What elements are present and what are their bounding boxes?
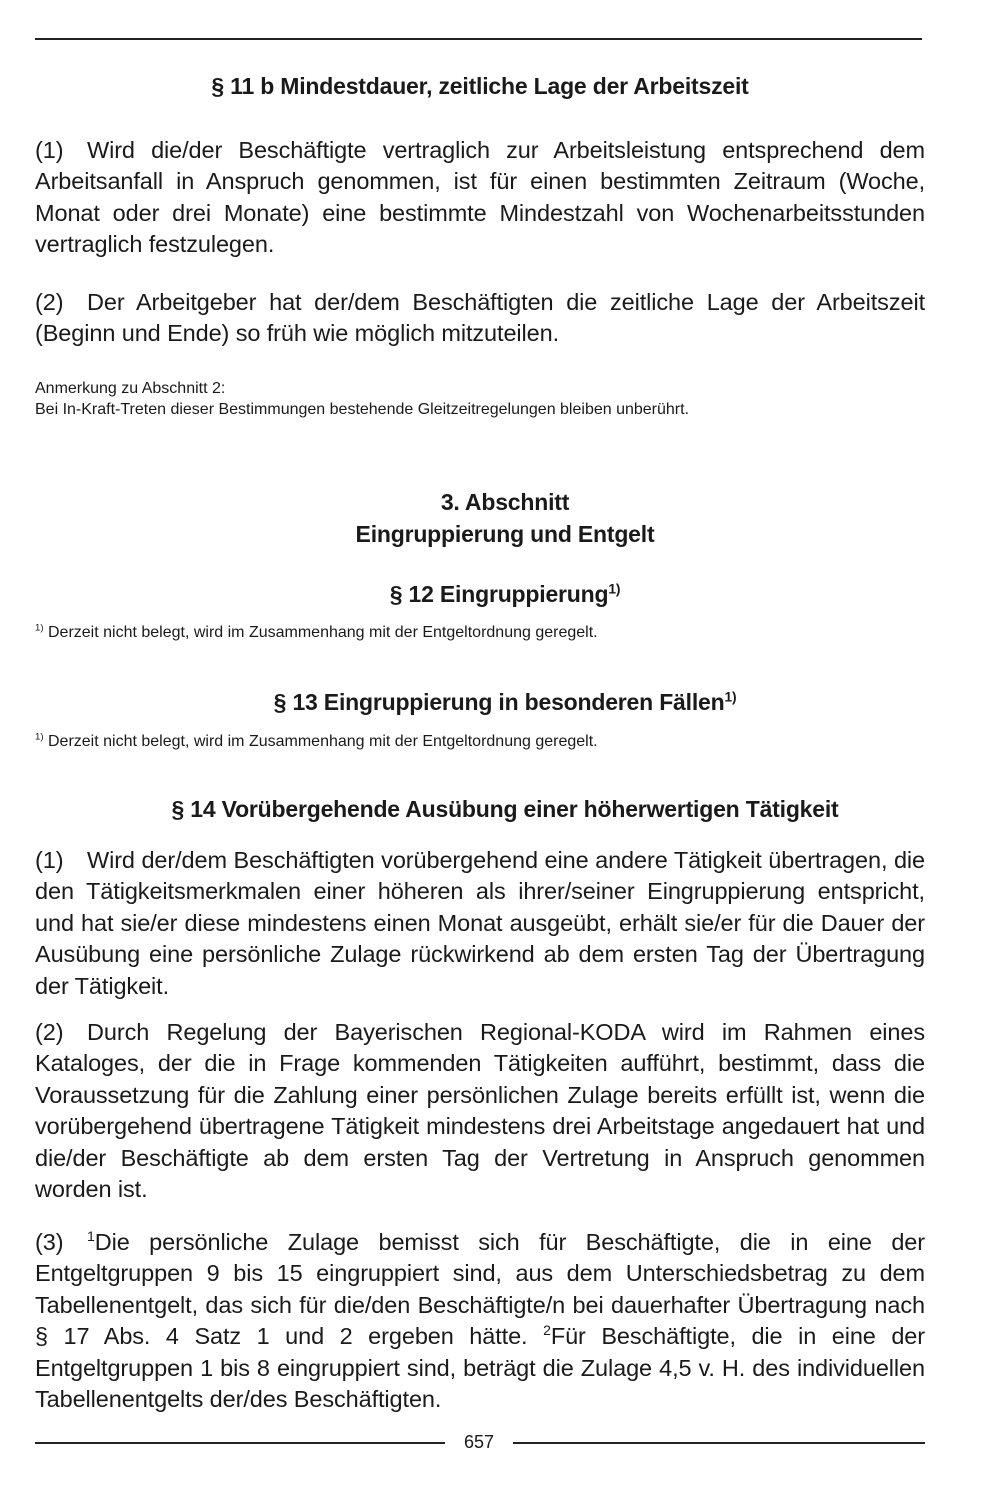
sentence-number: 1 [87,1228,95,1245]
chapter-number: 3. Abschnitt [440,489,570,515]
section-11b-note [35,378,925,420]
paragraph-text: Wird die/der Beschäftigte vertraglich zur Arbeitsleistung entsprechend dem Arbeitsanfall in Anspruch genommen, ist für einen bestimmten Zeitraum (Woche, Monat oder drei Monate) eine bestimmte Mindestzahl von Wochenarbeitsstunden vertraglich festzulegen. [35,137,925,258]
section-12-footnote [35,622,925,643]
chapter-title: Eingruppierung und Entgelt [355,521,655,547]
paragraph-text: Durch Regelung der Bayerischen Regional-KODA wird im Rahmen eines Kataloges, der die in Frage kommenden Tätigkeiten aufführt, bestimmt, dass die Voraussetzung für die Zahlung einer persönlichen Zulage bereits erfüllt ist, wenn die vorübergehend übertragene Tätigkeit mindestens drei Arbeitstage angedauert hat und die/der Beschäftigte ab dem ersten Tag der Vertretung in Anspruch genommen worden ist. [35,1019,925,1203]
footnote-text: Derzeit nicht belegt, wird im Zusammenhang mit der Entgeltordnung geregelt. [47,624,598,641]
paragraph-number: (1) [35,847,64,873]
footnote-text: Derzeit nicht belegt, wird im Zusammenhang mit der Entgeltordnung geregelt. [47,733,598,750]
paragraph-number: (2) [35,1019,64,1045]
footnote-ref: 1) [608,581,621,597]
sentence-number: 2 [543,1322,551,1339]
footnote-mark: 1) [35,731,44,743]
footer-rule-left [35,1442,445,1444]
footnote-mark: 1) [35,622,44,634]
section-13-footnote [35,731,925,752]
section-12-heading: § 12 Eingruppierung [389,581,609,607]
footnote-ref: 1) [724,689,737,705]
paragraph-number: (1) [35,137,64,163]
footer-rule-right [513,1442,925,1444]
paragraph-text: Die persönliche Zulage bemisst sich für Beschäftigte, die in eine der Entgeltgruppen 9 bis 15 eingruppiert sind, aus dem Unterschiedsbetrag zu dem Tabellenentgelt, das sich für die/den Beschäftigte/n bei dauerhafter Übertragung nach § 17 Abs. 4 Satz 1 und 2 ergeben hätte. [35,1229,925,1350]
section-13-heading: § 13 Eingruppierung in besonderen Fällen [273,689,725,715]
paragraph-number: (3) [35,1229,64,1255]
top-rule [35,38,922,40]
paragraph-text: Der Arbeitgeber hat der/dem Beschäftigten die zeitliche Lage der Arbeitszeit (Beginn und Ende) so früh wie möglich mitzuteilen. [35,289,925,347]
section-12 [60,578,950,610]
section-11b-paragraph-1 [35,135,925,261]
section-11b-heading: § 11 b Mindestdauer, zeitliche Lage der Arbeitszeit [211,73,749,99]
section-14-paragraph-2 [35,1017,925,1205]
paragraph-number: (2) [35,289,64,315]
section-14-paragraph-3 [35,1227,925,1415]
note-text: Bei In-Kraft-Treten dieser Bestimmungen bestehende Gleitzeitregelungen bleiben unberührt. [35,401,690,418]
section-14 [60,793,950,825]
note-label: Anmerkung zu Abschnitt 2: [35,380,226,397]
chapter-heading [60,486,950,550]
section-11b-paragraph-2 [35,287,925,350]
paragraph-text: Wird der/dem Beschäftigten vorübergehend eine andere Tätigkeit übertragen, die den Tätigkeitsmerkmalen einer höheren als ihrer/seiner Eingruppierung entspricht, und hat sie/er diese mindestens einen Monat ausgeübt, erhält sie/er für die Dauer der Ausübung eine persönliche Zulage rückwirkend ab dem ersten Tag der Übertragung der Tätigkeit. [35,847,925,999]
page-footer [35,1430,925,1454]
section-13 [60,686,950,718]
paragraph-text: Für Beschäftigte, die in eine der Entgeltgruppen 1 bis 8 eingruppiert sind, beträgt die Zulage 4,5 v. H. des individuellen Tabellenentgelts der/des Beschäftigten. [35,1323,926,1413]
page-number: 657 [463,1432,495,1452]
section-11b [35,70,925,102]
section-14-heading: § 14 Vorübergehende Ausübung einer höherwertigen Tätigkeit [171,796,839,822]
section-14-paragraph-1 [35,845,925,1002]
